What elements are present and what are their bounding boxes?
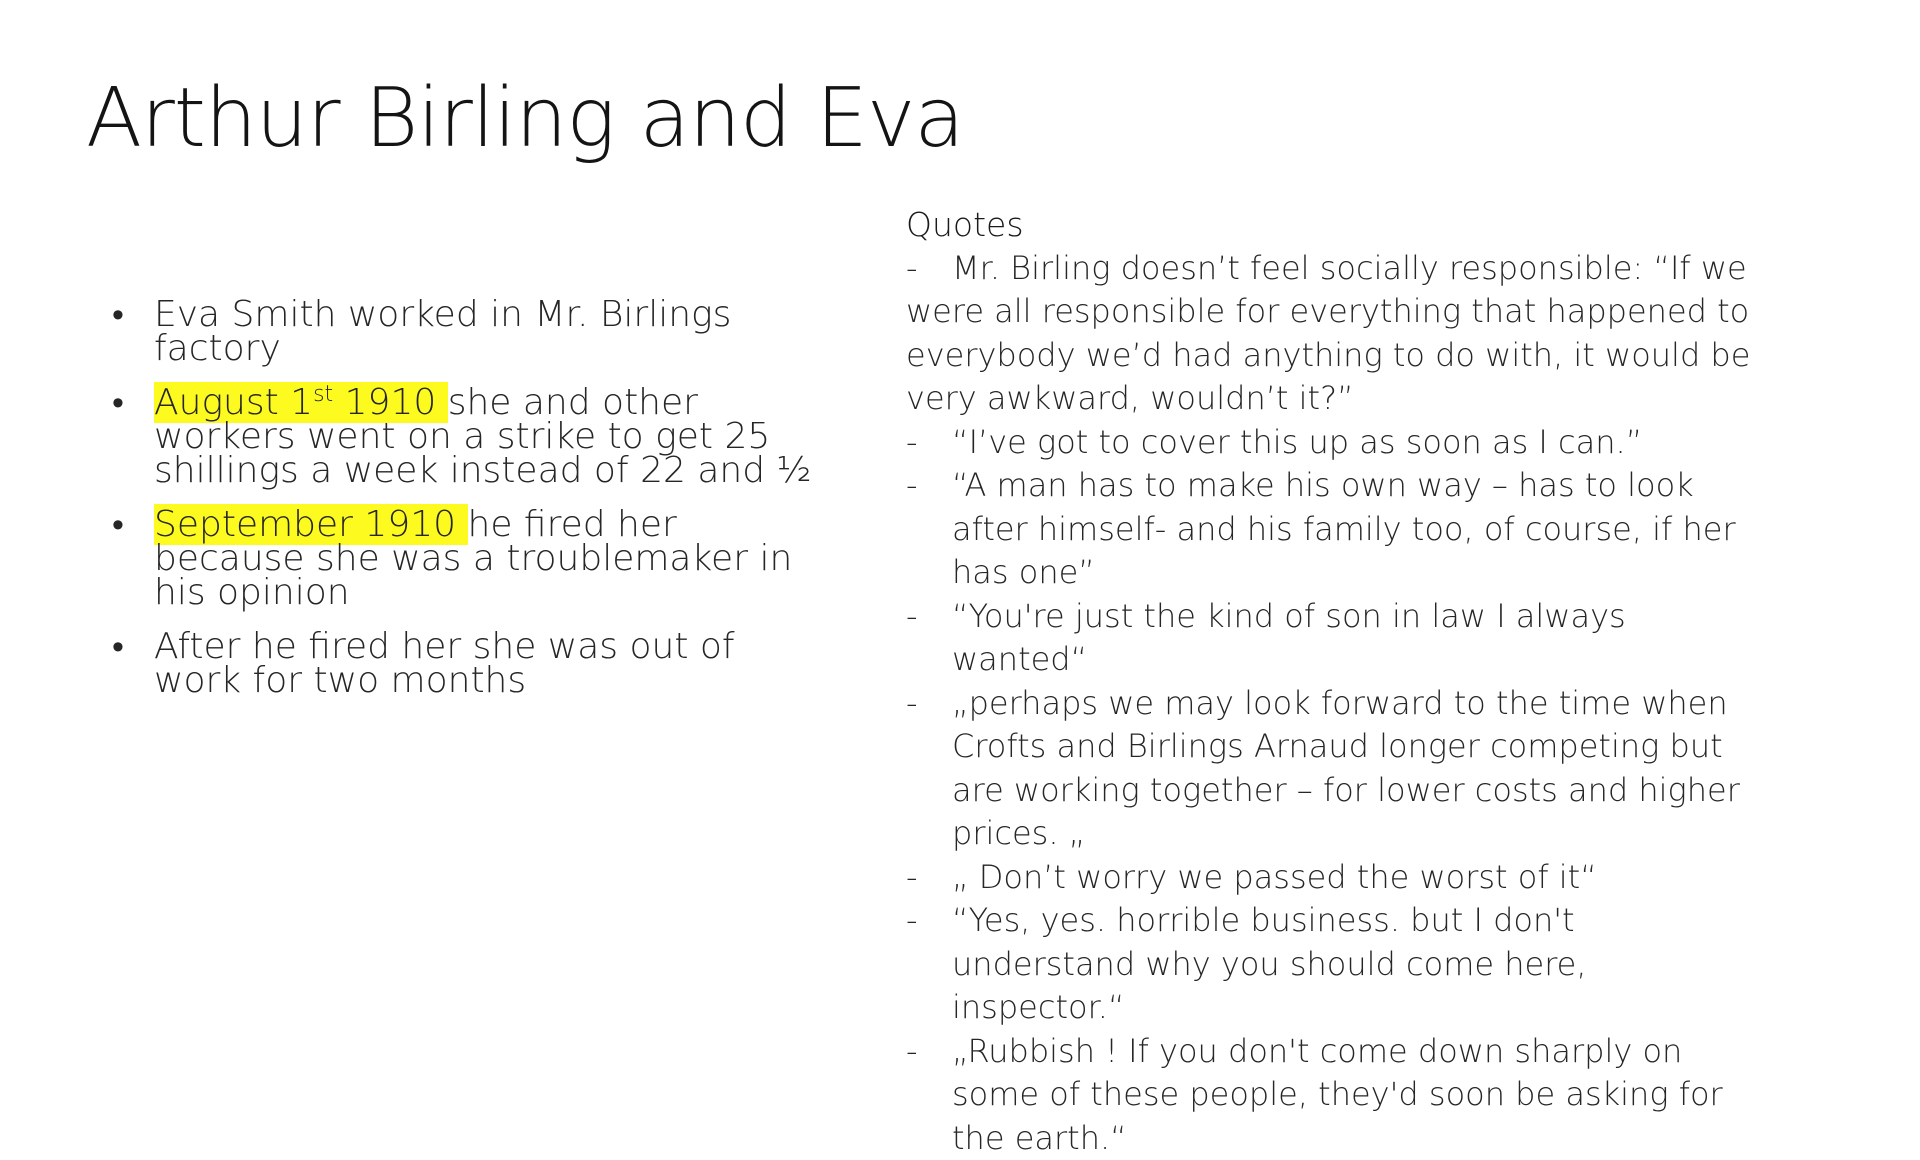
dash-icon: - bbox=[906, 856, 952, 900]
bullet-list bbox=[112, 298, 812, 718]
bullet-item bbox=[112, 630, 812, 698]
quote-text: “Yes, yes. horrible business. but I don't understand why you should come here, inspector.“ bbox=[952, 899, 1766, 1030]
slide-title: Arthur Birling and Eva bbox=[86, 74, 964, 164]
bullet-icon: • bbox=[112, 386, 124, 420]
quote-text: “You're just the kind of son in law I always wanted“ bbox=[952, 595, 1766, 682]
dash-icon: - bbox=[906, 682, 952, 856]
dash-icon: - bbox=[906, 247, 952, 291]
bullet-item bbox=[112, 386, 812, 488]
bullet-icon: • bbox=[112, 508, 124, 542]
bullet-item bbox=[112, 508, 812, 610]
quotes-heading: Quotes bbox=[906, 203, 1766, 247]
quote-text: „ Don’t worry we passed the worst of it“ bbox=[952, 856, 1766, 900]
dash-icon: - bbox=[906, 899, 952, 1030]
quote-text: Mr. Birling doesn’t feel socially responsible: “If we were all responsible for everything that happened to everybody we’d had anything to do with, it would be very awkward, wouldn’t it?” bbox=[906, 249, 1750, 418]
bullet-icon: • bbox=[112, 630, 124, 664]
quote-item bbox=[906, 1030, 1766, 1160]
quote-text: „perhaps we may look forward to the time when Crofts and Birlings Arnaud longer competing but are working together – for lower costs and higher prices. „ bbox=[952, 682, 1766, 856]
date-text: August 1 bbox=[154, 382, 313, 423]
dash-icon: - bbox=[906, 1030, 952, 1160]
quotes-panel bbox=[906, 203, 1766, 1160]
dash-icon: - bbox=[906, 464, 952, 595]
highlighted-date: September 1910 bbox=[154, 504, 468, 545]
quote-item bbox=[906, 899, 1766, 1030]
quote-item bbox=[906, 421, 1766, 465]
quote-item bbox=[906, 682, 1766, 856]
quote-item bbox=[906, 247, 1766, 421]
quote-text: “I’ve got to cover this up as soon as I can.” bbox=[952, 421, 1766, 465]
quote-text: „Rubbish ! If you don't come down sharply on some of these people, they'd soon be asking for the earth.“ bbox=[952, 1030, 1766, 1160]
bullet-text: Eva Smith worked in Mr. Birlings factory bbox=[154, 294, 731, 369]
quote-item bbox=[906, 464, 1766, 595]
quote-item bbox=[906, 856, 1766, 900]
bullet-text: After he fired her she was out of work for two months bbox=[154, 626, 735, 701]
bullet-text: he fired her because she was a troublemaker in his opinion bbox=[154, 504, 792, 613]
bullet-item bbox=[112, 298, 812, 366]
dash-icon: - bbox=[906, 595, 952, 682]
quote-text: “A man has to make his own way – has to look after himself- and his family too, of course, if her has one” bbox=[952, 464, 1766, 595]
dash-icon: - bbox=[906, 421, 952, 465]
ordinal-suffix: st bbox=[313, 382, 333, 407]
quote-item bbox=[906, 595, 1766, 682]
date-year: 1910 bbox=[333, 382, 448, 423]
bullet-icon: • bbox=[112, 298, 124, 332]
bullet-text: she and other workers went on a strike to get 25 shillings a week instead of 22 and ½ bbox=[154, 382, 811, 491]
